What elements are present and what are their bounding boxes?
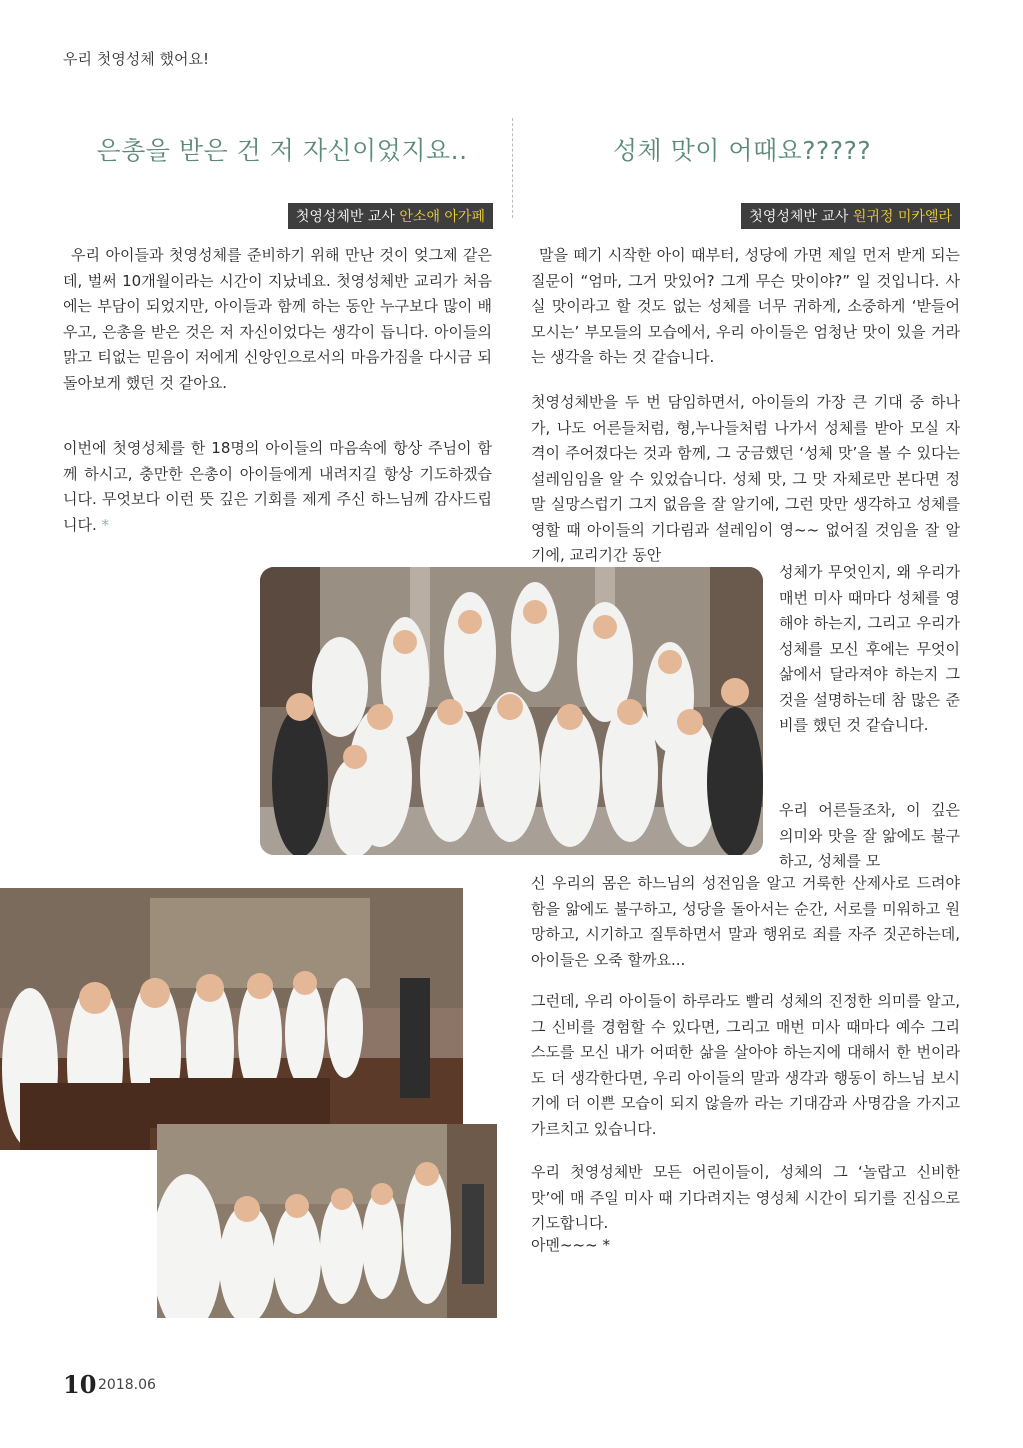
page-number: 10 (63, 1370, 97, 1399)
byline-role: 첫영성체반 교사 (749, 209, 853, 225)
left-paragraph-1: 우리 아이들과 첫영성체를 준비하기 위해 만난 것이 엊그제 같은데, 벌써 10개월이라는 시간이 지났네요. 첫영성체반 교리가 처음에는 부담이 되었지만, 아이들과 함께 하는 동안 누구보다 많이 배우고, 은총을 받은 것은 저 자신이었다는 생각이 듭니다. 아이들의 맑고 티없는 믿음이 저에게 신앙인으로서의 마음가짐을 다시금 되돌아보게 했던 것 같아요. (63, 246, 492, 392)
ceremony-photo-2 (157, 1124, 497, 1318)
right-paragraph-3-end: 신 우리의 몸은 하느님의 성전임을 알고 거룩한 산제사로 드려야 함을 앎에도 불구하고, 성당을 돌아서는 순간, 서로를 미워하고 원망하고, 시기하고 질투하면서 말과 행위로 죄를 자주 짓곤하는데, 아이들은 오죽 할까요... (531, 874, 960, 969)
group-photo (260, 567, 763, 855)
byline-name: 안소애 아가페 (399, 209, 485, 225)
left-paragraph-2-text: 이번에 첫영성체를 한 18명의 아이들의 마음속에 항상 주님이 함께 하시고, 충만한 은총이 아이들에게 내려지길 항상 기도하겠습니다. 무엇보다 이런 뜻 깊은 기회를 제게 주신 하느님께 감사드립니다. (63, 439, 492, 534)
right-article-title: 성체 맛이 어때요????? (612, 136, 872, 165)
left-paragraph-2 (63, 436, 492, 538)
right-paragraph-3-start: 우리 어른들조차, 이 깊은 의미와 맛을 잘 앎에도 불구하고, 성체를 모 (779, 801, 960, 870)
left-article-title: 은총을 받은 건 저 자신이었지요.. (96, 136, 468, 165)
right-paragraph-4: 그런데, 우리 아이들이 하루라도 빨리 성체의 진정한 의미를 알고, 그 신비를 경험할 수 있다면, 그리고 매번 미사 때마다 예수 그리스도를 모신 내가 어떠한 삶을 살아야 하는지에 대해서 한 번이라도 더 생각한다면, 우리 아이들의 말과 생각과 행동이 하느님 보시기에 더 이쁜 모습이 되지 않을까 라는 기대감과 사명감을 가지고 가르치고 있습니다. (531, 992, 960, 1138)
section-tag: 우리 첫영성체 했어요! (63, 50, 209, 68)
right-paragraph-2: 첫영성체반을 두 번 담임하면서, 아이들의 가장 큰 기대 중 하나가, 나도 어른들처럼, 형,누나들처럼 나가서 성체를 받아 모실 자격이 주어졌다는 것과 함께, 그 궁금했던 ‘성체 맛’을 볼 수 있다는 설레임임을 알 수 있었습니다. 성체 맛, 그 맛 자체로만 본다면 정말 실망스럽기 그지 없음을 잘 알기에, 그런 맛만 생각하고 성체를 영할 때 아이들의 기다림과 설레임이 영~~ 없어질 것임을 잘 알기에, 교리기간 동안 (531, 393, 960, 564)
issue-date: 2018.06 (98, 1377, 156, 1393)
right-byline (741, 203, 960, 229)
right-paragraph-1: 말을 떼기 시작한 아이 때부터, 성당에 가면 제일 먼저 받게 되는 질문이 “엄마, 그거 맛있어? 그게 무슨 맛이야?” 일 것입니다. 사실 맛이라고 할 것도 없는 성체를 너무 귀하게, 소중하게 ‘받들어 모시는’ 부모들의 모습에서, 우리 아이들은 엄청난 맛이 있을 거라는 생각을 하는 것 같습니다. (531, 246, 960, 366)
right-paragraph-5: 우리 첫영성체반 모든 어린이들이, 성체의 그 ‘놀랍고 신비한 맛’에 매 주일 미사 때 기다려지는 영성체 시간이 되기를 진심으로 기도합니다. (531, 1163, 960, 1232)
left-byline (288, 203, 493, 229)
right-paragraph-2-continued: 성체가 무엇인지, 왜 우리가 매번 미사 때마다 성체를 영해야 하는지, 그리고 우리가 성체를 모신 후에는 무엇이 삶에서 달라져야 하는지 그것을 설명하는데 참 많은 준비를 했던 것 같습니다. (779, 563, 960, 734)
right-paragraph-6: 아멘~~~ * (531, 1236, 610, 1254)
column-divider (512, 118, 513, 218)
byline-role: 첫영성체반 교사 (295, 209, 400, 225)
end-mark: * (96, 515, 110, 534)
ceremony-photo-1 (0, 888, 463, 1150)
byline-name: 원귀정 미카엘라 (852, 209, 952, 225)
